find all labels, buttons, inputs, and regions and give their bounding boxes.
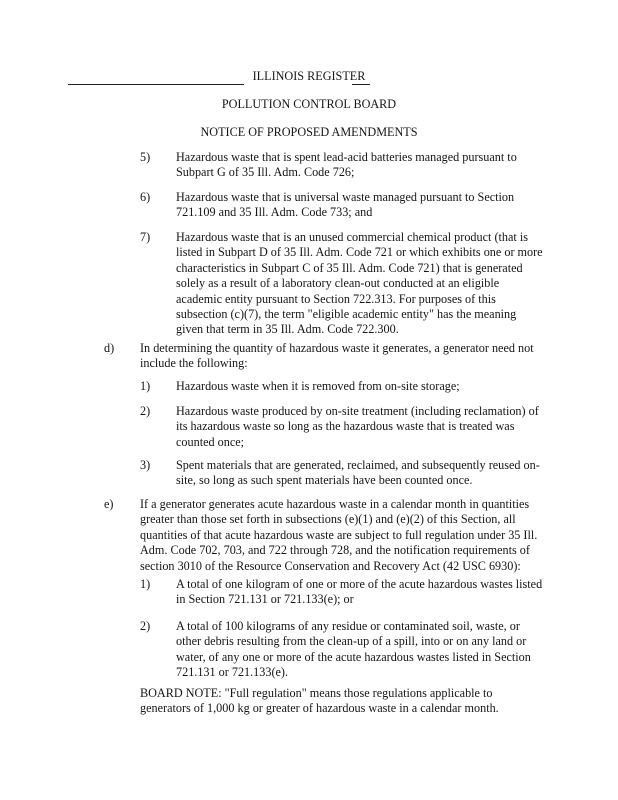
item-e1-label: 1): [140, 577, 151, 591]
item-d3-text: Spent materials that are generated, reclaimed, and subsequently reused on-site, so long as such spent materials have been counted once.: [176, 458, 540, 488]
item-d2-text: Hazardous waste produced by on-site treatment (including reclamation) of its hazardous waste so long as the hazardous waste that is treated was counted once;: [176, 404, 539, 449]
notice-title: NOTICE OF PROPOSED AMENDMENTS: [200, 125, 418, 139]
item-e2-text: A total of 100 kilograms of any residue or contaminated soil, waste, or other debris resulting from the clean-up of a spill, into or on any land or water, of any one or more of the acute hazardous wastes listed in Section 721.131 or 721.133(e).: [176, 619, 531, 680]
subsection-d-label: d): [104, 341, 115, 355]
item-e1-text: A total of one kilogram of one or more of the acute hazardous wastes listed in Section 721.131 or 721.133(e); or: [176, 577, 543, 607]
item-c6-label: 6): [140, 190, 151, 204]
item-e2-label: 2): [140, 619, 151, 633]
subsection-d-text: In determining the quantity of hazardous waste it generates, a generator need not include the following:: [140, 341, 534, 371]
item-d1-text: Hazardous waste when it is removed from on-site storage;: [176, 379, 460, 393]
subsection-e-text: If a generator generates acute hazardous waste in a calendar month in quantities greater than those set forth in subsections (e)(1) and (e)(2) of this Section, all quantities of that acute hazardous waste are subject to full regulation under 35 Ill. Adm. Code 702, 703, and 722 through 728, and the notification requirements of section 3010 of the Resource Conservation and Recovery Act (42 USC 6930):: [140, 497, 538, 573]
header-rule-right: [352, 84, 370, 85]
item-d1-label: 1): [140, 379, 151, 393]
item-c6-text: Hazardous waste that is universal waste managed pursuant to Section 721.109 and 35 Ill. Adm. Code 733; and: [176, 190, 515, 220]
header-rule-left: [68, 84, 244, 85]
item-c7-label: 7): [140, 230, 151, 244]
board-note: BOARD NOTE: "Full regulation" means those regulations applicable to generators of 1,000 kg or greater of hazardous waste in a calendar month.: [140, 686, 499, 716]
register-title: ILLINOIS REGISTER: [252, 69, 366, 83]
subsection-e-label: e): [104, 497, 114, 511]
item-c7-text: Hazardous waste that is an unused commercial chemical product (that is listed in Subpart D of 35 Ill. Adm. Code 721 or which exhibits one or more characteristics in Subpart C of 35 Ill. Adm. Code 721) that is generated solely as a result of a laboratory clean-out conducted at an eligible academic entity pursuant to Section 722.313. For purposes of this subsection (c)(7), the term "eligible academic entity" has the meaning given that term in 35 Ill. Adm. Code 722.300.: [176, 230, 543, 337]
item-c5-label: 5): [140, 150, 151, 164]
item-d2-label: 2): [140, 404, 151, 418]
item-d3-label: 3): [140, 458, 151, 472]
item-c5-text: Hazardous waste that is spent lead-acid batteries managed pursuant to Subpart G of 35 Ill. Adm. Code 726;: [176, 150, 517, 180]
board-title: POLLUTION CONTROL BOARD: [221, 97, 397, 111]
